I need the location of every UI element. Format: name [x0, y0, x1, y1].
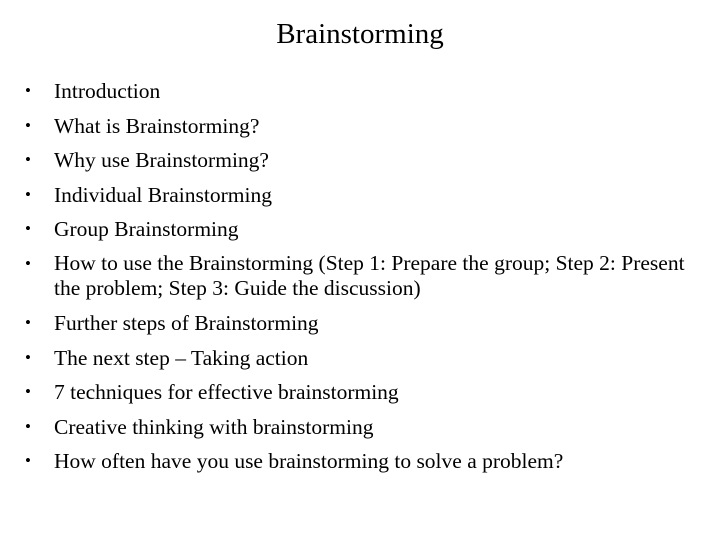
bullet-icon: • [25, 184, 31, 204]
bullet-text: How to use the Brainstorming (Step 1: Prepare the group; Step 2: Present the problem; Step 3: Guide the discussion) [54, 251, 685, 301]
bullet-icon: • [25, 115, 31, 135]
bullet-icon: • [25, 382, 31, 401]
bullet-text: Introduction [54, 79, 161, 103]
bullet-icon: • [25, 416, 31, 436]
bullet-icon: • [25, 81, 31, 100]
bullet-item-individual [25, 178, 705, 213]
bullet-item-creative-thinking [25, 410, 705, 445]
bullet-item-how-to-use [25, 247, 705, 307]
bullet-item-next-step [25, 341, 705, 376]
bullet-text: What is Brainstorming? [54, 113, 260, 138]
bullet-text: Group Brainstorming [54, 217, 239, 241]
bullet-text: Why use Brainstorming? [54, 148, 269, 172]
bullet-icon: • [25, 219, 31, 238]
bullet-icon: • [25, 253, 31, 273]
bullet-icon: • [25, 150, 31, 169]
slide-title: Brainstorming [276, 18, 444, 50]
bullet-text: How often have you use brainstorming to solve a problem? [54, 449, 564, 473]
bullet-list [25, 74, 705, 479]
bullet-item-techniques [25, 375, 705, 410]
bullet-item-how-often [25, 444, 705, 479]
bullet-item-introduction [25, 74, 705, 109]
bullet-item-further-steps [25, 306, 705, 341]
bullet-item-what-is [25, 109, 705, 144]
bullet-icon: • [25, 313, 31, 332]
bullet-text: Further steps of Brainstorming [54, 311, 319, 335]
bullet-text: Creative thinking with brainstorming [54, 414, 374, 439]
bullet-text: Individual Brainstorming [54, 182, 272, 207]
bullet-item-group [25, 212, 705, 247]
bullet-text: 7 techniques for effective brainstorming [54, 380, 399, 404]
bullet-icon: • [25, 451, 31, 470]
bullet-icon: • [25, 347, 31, 367]
bullet-text: The next step – Taking action [54, 345, 309, 370]
bullet-item-why-use [25, 143, 705, 178]
